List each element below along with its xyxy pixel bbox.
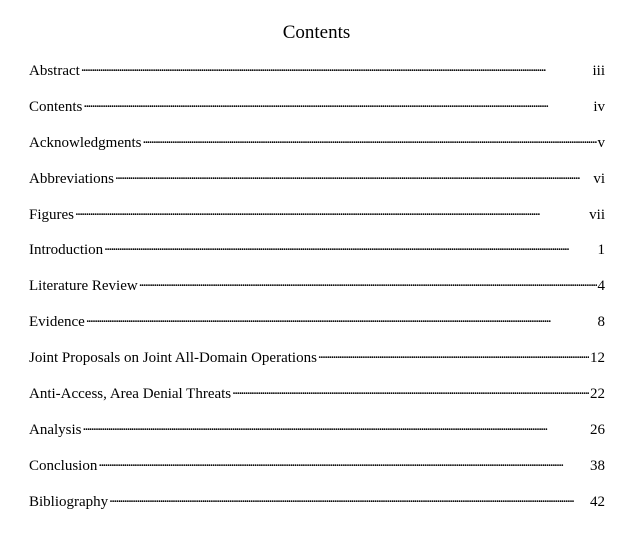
toc-entry-label: Introduction (29, 242, 104, 259)
dot-leader (109, 491, 589, 506)
table-of-contents (29, 60, 605, 527)
dot-leader (86, 311, 597, 326)
toc-entry-label: Joint Proposals on Joint All-Domain Operations (29, 350, 317, 367)
toc-entry-label: Bibliography (29, 493, 109, 510)
toc-entry-page-number: 22 (590, 386, 605, 403)
toc-entry-page-number: iii (592, 63, 605, 79)
page-title: Contents (282, 22, 351, 43)
toc-entry-label: Contents (29, 98, 83, 115)
toc-entry[interactable] (29, 96, 605, 132)
toc-entry[interactable] (29, 239, 605, 275)
toc-entry[interactable] (29, 383, 605, 419)
toc-entry-page-number: 8 (597, 314, 605, 331)
toc-entry[interactable] (29, 168, 605, 204)
toc-entry-label: Analysis (29, 421, 82, 438)
dot-leader (81, 60, 592, 75)
toc-entry-label: Conclusion (29, 457, 98, 474)
toc-entry-page-number: iv (593, 98, 605, 115)
dot-leader (75, 204, 588, 219)
toc-entry-page-number: 1 (597, 242, 605, 259)
toc-entry-label: Evidence (29, 314, 85, 331)
toc-entry[interactable] (29, 419, 605, 455)
dot-leader (115, 168, 592, 183)
toc-entry-label: Figures (29, 206, 74, 223)
dot-leader (83, 419, 590, 434)
dot-leader (139, 275, 597, 290)
toc-entry-page-number: 42 (590, 493, 605, 510)
toc-entry-page-number: v (597, 134, 605, 151)
toc-entry-label: Acknowledgments (29, 134, 142, 151)
toc-entry[interactable] (29, 132, 605, 168)
toc-entry[interactable] (29, 60, 605, 96)
toc-entry-label: Abstract (29, 63, 80, 79)
toc-entry-page-number: vii (589, 206, 605, 223)
toc-entry-page-number: 12 (590, 350, 605, 367)
toc-entry[interactable] (29, 275, 605, 311)
toc-entry-page-number: 26 (590, 421, 605, 438)
toc-entry-label: Literature Review (29, 278, 138, 295)
dot-leader (232, 383, 589, 398)
toc-entry[interactable] (29, 347, 605, 383)
dot-leader (318, 347, 589, 362)
dot-leader (83, 96, 592, 111)
toc-entry[interactable] (29, 204, 605, 240)
toc-entry[interactable] (29, 455, 605, 491)
dot-leader (98, 455, 589, 470)
toc-entry-label: Abbreviations (29, 170, 114, 187)
toc-entry[interactable] (29, 311, 605, 347)
toc-entry-page-number: 38 (590, 457, 605, 474)
dot-leader (142, 132, 596, 147)
toc-entry[interactable] (29, 491, 605, 527)
toc-entry-label: Anti-Access, Area Denial Threats (29, 386, 232, 403)
dot-leader (104, 239, 596, 254)
toc-entry-page-number: vi (593, 170, 605, 187)
toc-entry-page-number: 4 (597, 278, 605, 295)
